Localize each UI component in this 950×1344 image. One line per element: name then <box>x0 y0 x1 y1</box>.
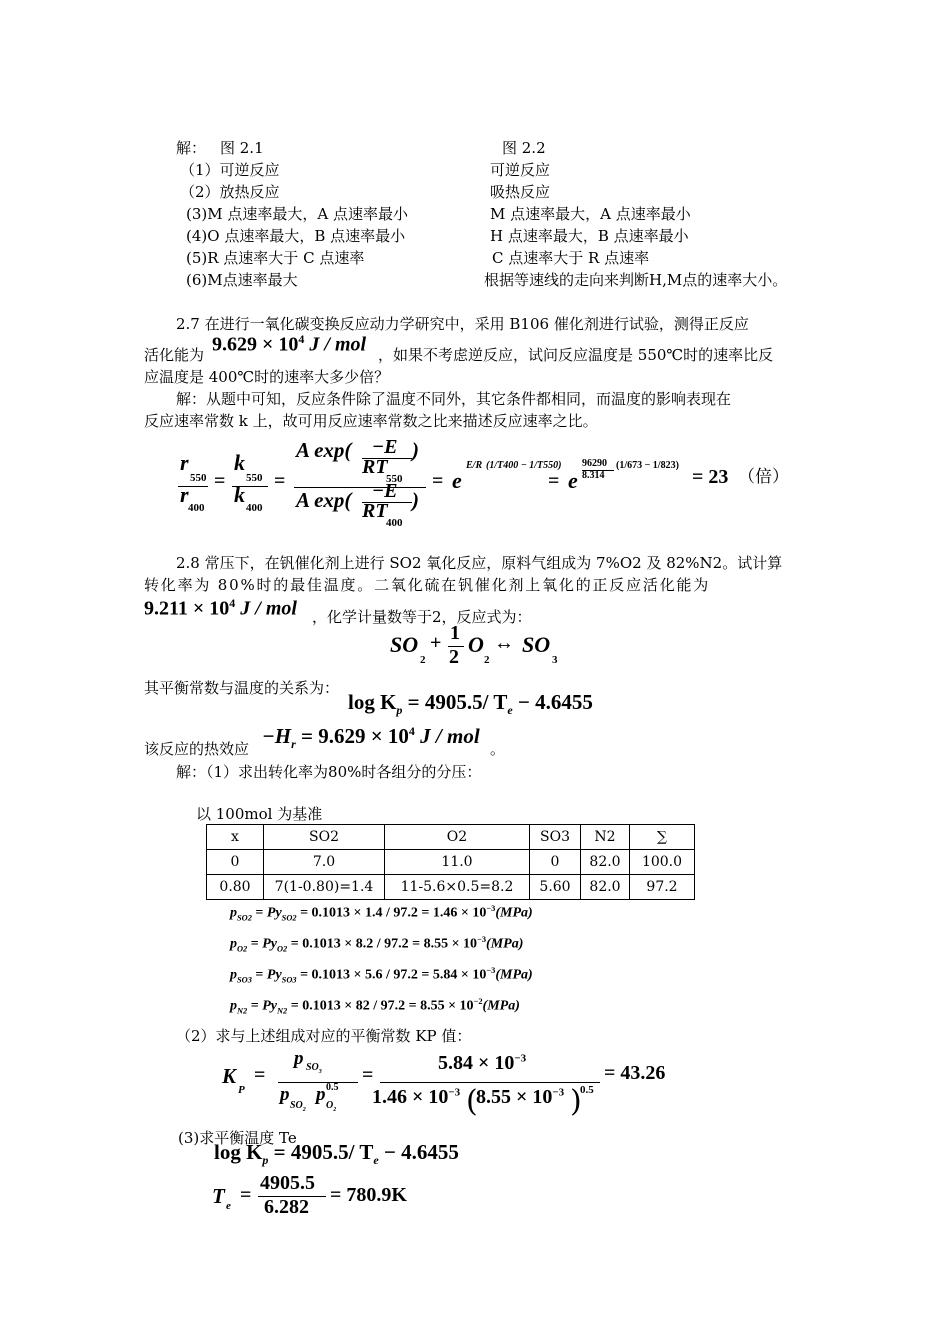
half-numerator: 1 <box>450 622 460 644</box>
kp-result: = 43.26 <box>604 1062 666 1084</box>
rate-ratio-result: = 23 <box>692 466 729 488</box>
partial-pressure-so3: $p_{SO3} = Py_{SO3} = 0.1013 \times 5.6 / 97.2 = 5.84 \times 10^{-3}(MPa)$ <box>230 966 533 985</box>
answer-row-right: 根据等速线的走向来判断H,M点的速率大小。 <box>484 271 788 289</box>
kp-value-equation: K P = p $SO_3$ p $SO_2$ p 0.5 $O_2$ = $5.84 \times 10^{-3}$ $1.46 \times 10^{-3}$ ( $8.55 \times 10^{-3}$ ) 0.5 = 43.26 <box>222 1048 666 1119</box>
table-header-cell: ∑ <box>630 825 695 850</box>
activation-energy-value: 9.629 × 10 <box>212 333 299 356</box>
equals-sign: = <box>240 1184 252 1206</box>
neg-h: −H <box>262 724 292 748</box>
rate-ratio-equation <box>176 436 796 528</box>
te-result-equation: T e = 4905.5 6.282 = 780.9K <box>212 1172 407 1218</box>
activation-energy-formula <box>212 332 366 357</box>
table-cell: 82.0 <box>581 875 630 900</box>
subscript-550: 550 <box>246 472 263 484</box>
pressure-expression: = 0.1013 × 8.2 / 97.2 = 8.55 × 10 <box>287 936 478 952</box>
subscript-400: 400 <box>386 517 403 529</box>
answer-row-left: （2）放热反应 <box>180 183 280 201</box>
heat-exponent: 4 <box>408 724 415 738</box>
e-over-r: E/R <box>466 460 483 471</box>
step-1-text: 解：（1）求出转化率为80%时各组分的分压： <box>176 763 482 781</box>
equals-sign: = <box>214 470 226 492</box>
te-numerator: 4905.5 <box>260 1172 315 1194</box>
pressure-subscript: SO3 <box>237 975 252 985</box>
figure-2-2-label: 图 2.2 <box>502 139 546 157</box>
pressure-subscript: N2 <box>237 1006 248 1016</box>
arrhenius-numerator: A exp( <box>296 438 352 462</box>
problem-2-7-line2a: 活化能为 <box>144 346 205 364</box>
equals-sign: = <box>548 470 560 492</box>
pressure-exponent: −2 <box>473 997 483 1006</box>
heat-end: 。 <box>490 740 506 758</box>
heat-value: = 9.629 × 10 <box>295 724 409 748</box>
pressure-unit: (MPa) <box>495 905 533 921</box>
answer-row-left: (6)M点速率最大 <box>186 271 298 289</box>
table-cell: 97.2 <box>630 875 695 900</box>
paren-close: ) <box>570 1084 582 1119</box>
answer-row-left: （1）可逆反应 <box>180 161 280 179</box>
te-result: = 780.9K <box>330 1184 407 1206</box>
rate-k-denominator: k <box>234 482 245 507</box>
half-denominator: 2 <box>449 646 459 668</box>
table-header-row <box>207 825 695 850</box>
problem-2-7-line3: 应温度是 400℃时的速率大多少倍？ <box>144 368 390 386</box>
problem-2-8-line3: ，化学计量数等于2，反应式为： <box>312 608 532 626</box>
pressure-unit: (MPa) <box>482 998 520 1014</box>
answer-row-left: (3)M 点速率最大，A 点速率最小 <box>186 205 408 223</box>
o2-symbol: O <box>468 632 484 657</box>
fraction-bar <box>278 1082 358 1083</box>
answer-label: 解： <box>176 139 207 157</box>
te-denominator: 6.282 <box>264 1196 309 1218</box>
gas-constant: 8.314 <box>582 470 605 481</box>
table-header-cell: N2 <box>581 825 630 850</box>
kp-rhs: = 4905.5/ T <box>402 690 508 714</box>
exp-base-e: e <box>452 468 462 493</box>
answer-row-right: M 点速率最大，A 点速率最小 <box>490 205 691 223</box>
subscript-550: 550 <box>190 472 207 484</box>
pressure-expression: = 0.1013 × 1.4 / 97.2 = 1.46 × 10 <box>296 905 487 921</box>
problem-2-8-line1: 2.8 常压下，在钒催化剂上进行 SO2 氧化反应，原料气组成为 7%O2 及 82%N2。试计算 <box>176 554 783 572</box>
log-kp: log K <box>348 690 397 714</box>
problem-2-7-line1: 2.7 在进行一氧化碳变换反应动力学研究中，采用 B106 催化剂进行试验，测得正反应 <box>176 315 749 333</box>
half-power: 0.5 <box>580 1084 594 1096</box>
equals-sign: = <box>362 1064 374 1086</box>
pressure-exponent: −3 <box>486 904 496 913</box>
subscript-550: 550 <box>386 473 403 485</box>
subscript-2: 2 <box>420 654 426 666</box>
subscript-2: 2 <box>484 654 490 666</box>
heat-unit: J / mol <box>414 724 480 748</box>
table-cell: 82.0 <box>581 850 630 875</box>
mole-fraction-subscript: O2 <box>277 944 288 954</box>
pressure-unit: (MPa) <box>495 967 533 983</box>
te-rhs: = 4905.5/ T <box>268 1140 374 1164</box>
equals-sign: = <box>432 470 444 492</box>
pressure-exponent: −3 <box>477 935 487 944</box>
neg-e-numerator: −E <box>372 436 398 458</box>
activation-energy-unit: J / mol <box>309 333 367 356</box>
close-paren: ) <box>412 438 419 462</box>
kp-tail: − 4.6455 <box>512 690 593 714</box>
rate-r-denominator: r <box>180 482 189 507</box>
table-cell: 7.0 <box>264 850 385 875</box>
subscript-400: 400 <box>246 502 263 514</box>
table-cell: 0 <box>530 850 581 875</box>
so3-pressure-value: 5.84 × 10 <box>438 1052 515 1074</box>
problem-2-8-line2: 转化率为 80%时的最佳温度。二氧化硫在钒催化剂上氧化的正反应活化能为 <box>144 576 711 594</box>
mole-fraction-subscript: N2 <box>277 1006 288 1016</box>
so2-symbol: SO <box>390 632 419 657</box>
neg-e-denominator: −E <box>372 480 398 502</box>
pressure-unit: (MPa) <box>486 936 524 952</box>
partial-pressure-so2: $p_{SO2} = Py_{SO2} = 0.1013 \times 1.4 / 97.2 = 1.46 \times 10^{-3}(MPa)$ <box>230 904 533 923</box>
subscript-3: 3 <box>552 654 558 666</box>
pressure-subscript: SO2 <box>237 913 252 923</box>
rate-r-numerator: r <box>180 450 189 475</box>
activation-energy-2-value: 9.211 × 10 <box>144 597 230 620</box>
partial-pressure-o2: $p_{O2} = Py_{O2} = 0.1013 \times 8.2 / 97.2 = 8.55 \times 10^{-3}(MPa)$ <box>230 935 524 954</box>
solution-2-7-line1: 解：从题中可知，反应条件除了温度不同外，其它条件都相同，而温度的影响表现在 <box>176 390 732 408</box>
problem-2-7-line2b: ，如果不考虑逆反应，试问反应温度是 550℃时的速率比反 <box>378 346 774 364</box>
step-3-text: (3)求平衡温度 Te <box>178 1129 297 1147</box>
answer-row-right: 吸热反应 <box>490 183 551 201</box>
table-header-cell: SO2 <box>264 825 385 850</box>
fraction-bar <box>380 1082 600 1083</box>
log-kp: log K <box>214 1140 263 1164</box>
table-row <box>207 850 695 875</box>
o2-pressure-value: 8.55 × 10 <box>476 1086 553 1108</box>
subscript-400: 400 <box>188 502 205 514</box>
composition-table <box>206 824 695 900</box>
arrhenius-denominator: A exp( <box>296 488 352 512</box>
kp-intro: 其平衡常数与温度的关系为： <box>144 679 340 697</box>
activation-energy-2-exponent: 4 <box>229 596 236 610</box>
paren-open: ( <box>466 1084 478 1119</box>
te-tail: − 4.6455 <box>378 1140 459 1164</box>
answer-row-left: (5)R 点速率大于 C 点速率 <box>186 249 365 267</box>
rate-k-numerator: k <box>234 450 245 475</box>
table-row <box>207 875 695 900</box>
so3-exponent: −3 <box>514 1052 527 1065</box>
table-cell: 11-5.6×0.5=8.2 <box>385 875 530 900</box>
rt-denominator: RT <box>362 500 388 522</box>
equilibrium-arrow: ↔ <box>494 632 514 654</box>
te-log-equation: $\log K_p = 4905.5/$ $T_e - 4.6455$ <box>214 1140 459 1168</box>
exp-base-e: e <box>568 468 578 493</box>
equals-sign: = <box>254 1064 266 1086</box>
times-unit: （倍） <box>738 467 789 487</box>
so2-exponent: −3 <box>448 1086 461 1099</box>
table-header-cell: O2 <box>385 825 530 850</box>
pressure-expression: = 0.1013 × 82 / 97.2 = 8.55 × 10 <box>287 998 474 1014</box>
activation-energy-2-unit: J / mol <box>240 597 297 620</box>
activation-energy-2-formula <box>144 596 297 621</box>
table-cell: 0 <box>207 850 264 875</box>
temperature-difference: (1/T400 − 1/T550) <box>486 460 562 471</box>
figure-2-1-label: 图 2.1 <box>220 139 264 157</box>
table-cell: 5.60 <box>530 875 581 900</box>
activation-energy-exponent: 4 <box>298 332 305 346</box>
pressure-expression: = 0.1013 × 5.6 / 97.2 = 5.84 × 10 <box>296 967 487 983</box>
mole-fraction-subscript: SO3 <box>281 975 297 985</box>
table-header-cell: x <box>207 825 264 850</box>
ea-numerator: 96290 <box>582 458 607 469</box>
so2-pressure-value: 1.46 × 10 <box>372 1086 449 1108</box>
answer-row-right: 可逆反应 <box>490 161 551 179</box>
heat-intro: 该反应的热效应 <box>144 740 250 758</box>
table-cell: 7(1-0.80)=1.4 <box>264 875 385 900</box>
close-paren: ) <box>412 488 419 512</box>
pressure-exponent: −3 <box>486 966 496 975</box>
equals-sign: = <box>274 470 286 492</box>
answer-row-right: C 点速率大于 R 点速率 <box>492 249 650 267</box>
basis-label: 以 100mol 为基准 <box>196 805 323 823</box>
kp-temperature-relation: $\log K_p = 4905.5/$ $T_e - 4.6455$ <box>348 690 593 718</box>
table-cell: 0.80 <box>207 875 264 900</box>
table-cell: 11.0 <box>385 850 530 875</box>
table-cell: 100.0 <box>630 850 695 875</box>
rt-numerator: RT <box>362 456 388 478</box>
step-2-text: （2）求与上述组成对应的平衡常数 KP 值： <box>176 1027 472 1045</box>
table-header-cell: SO3 <box>530 825 581 850</box>
answer-row-left: (4)O 点速率最大，B 点速率最小 <box>186 227 406 245</box>
plus-sign: + <box>430 632 442 654</box>
answer-row-right: H 点速率最大，B 点速率最小 <box>490 227 689 245</box>
numeric-temperatures: (1/673 − 1/823) <box>616 460 679 471</box>
reaction-equation <box>390 622 590 670</box>
heat-of-reaction: $-H_r = 9.629 \times 10^4$ J / mol <box>262 724 480 752</box>
half-power: 0.5 <box>326 1082 339 1093</box>
solution-2-7-line2: 反应速率常数 k 上，故可用反应速率常数之比来描述反应速率之比。 <box>144 412 598 430</box>
partial-pressure-n2: $p_{N2} = Py_{N2} = 0.1013 \times 82 / 97.2 = 8.55 \times 10^{-2}(MPa)$ <box>230 997 520 1016</box>
o2-exponent: −3 <box>552 1086 565 1099</box>
pressure-subscript: O2 <box>237 944 248 954</box>
so3-symbol: SO <box>522 632 551 657</box>
mole-fraction-subscript: SO2 <box>281 913 297 923</box>
